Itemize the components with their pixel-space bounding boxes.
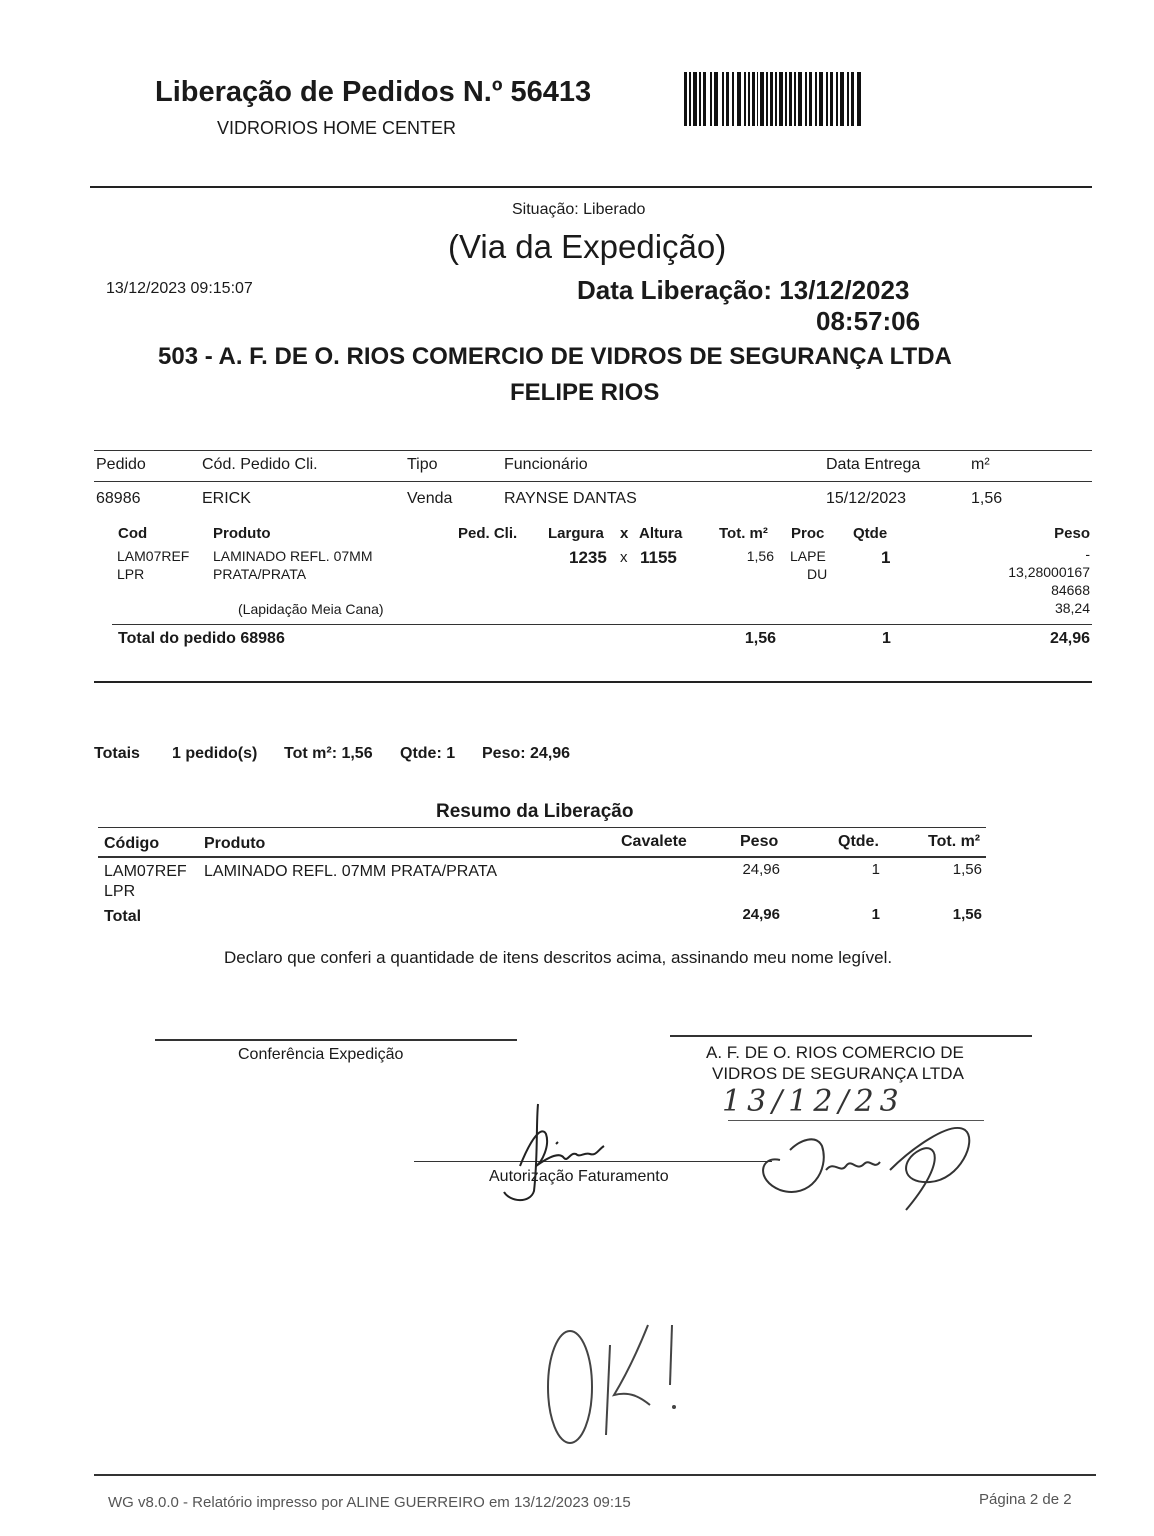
resumo-total-peso: 24,96 [742, 906, 780, 923]
resumo-title: Resumo da Liberação [436, 801, 634, 822]
resumo-header-line [98, 856, 986, 858]
situacao: Situação: Liberado [512, 201, 646, 218]
resumo-col-produto: Produto [204, 835, 266, 852]
item-cod-line2: LPR [117, 566, 145, 582]
handwritten-date: 13/12/23 [722, 1084, 905, 1119]
hora-liberacao: 08:57:06 [816, 306, 921, 336]
col-pedido: Pedido [96, 456, 146, 473]
col-altura: Altura [639, 525, 683, 542]
col-data-entrega: Data Entrega [826, 456, 921, 473]
footer-page-number: Página 2 de 2 [979, 1491, 1072, 1508]
item-qtde: 1 [881, 548, 891, 567]
col-tot-m2: Tot. m² [719, 525, 768, 542]
resumo-col-cavalete: Cavalete [621, 833, 687, 850]
item-peso-line1: - [1085, 546, 1090, 562]
col-largura: Largura [548, 525, 604, 542]
resumo-peso: 24,96 [742, 861, 780, 878]
item-peso-line4: 38,24 [1054, 600, 1090, 616]
tipo-value: Venda [407, 490, 453, 507]
item-proc-line2: DU [807, 566, 828, 582]
pedido-value: 68986 [96, 490, 141, 507]
totais-label: Totais [94, 745, 140, 762]
footer-divider [94, 1474, 1096, 1476]
header-divider [90, 186, 1092, 188]
col-x: x [620, 525, 629, 542]
item-altura: 1155 [640, 548, 677, 567]
col-tipo: Tipo [407, 456, 438, 473]
item-peso-line2: 13,28000167 [1008, 564, 1090, 580]
total-pedido-peso: 24,96 [1049, 630, 1090, 647]
m2-value: 1,56 [971, 490, 1003, 507]
data-entrega-value: 15/12/2023 [826, 490, 907, 507]
footer-printed-by: WG v8.0.0 - Relatório impresso por ALINE GUERREIRO em 13/12/2023 09:15 [108, 1494, 631, 1511]
totais-pedidos: 1 pedido(s) [172, 745, 258, 762]
declaration-text: Declaro que conferi a quantidade de itens descritos acima, assinando meu nome legível. [224, 948, 893, 967]
resumo-col-qtde: Qtde. [838, 833, 879, 850]
signature-aline [480, 1096, 640, 1206]
document-title: Liberação de Pedidos N.º 56413 [155, 76, 592, 108]
client-name: 503 - A. F. DE O. RIOS COMERCIO DE VIDROS DE SEGURANÇA LTDA [158, 343, 952, 370]
funcionario-value: RAYNSE DANTAS [504, 490, 637, 507]
item-cod-line1: LAM07REF [117, 548, 190, 564]
company-name: VIDRORIOS HOME CENTER [217, 118, 457, 138]
autorizacao-label: Autorização Faturamento [489, 1168, 669, 1185]
company-sign-line2: VIDROS DE SEGURANÇA LTDA [712, 1064, 964, 1083]
resumo-total-label: Total [104, 908, 142, 925]
resumo-col-peso: Peso [740, 833, 779, 850]
item-produto-line2: PRATA/PRATA [213, 566, 307, 582]
total-pedido-qtde: 1 [882, 630, 891, 647]
company-sign-line [670, 1035, 1032, 1037]
col-cod-pedido-cli: Cód. Pedido Cli. [202, 456, 318, 473]
resumo-codigo-line1: LAM07REF [104, 863, 187, 880]
company-sign-line1: A. F. DE O. RIOS COMERCIO DE [706, 1043, 964, 1062]
barcode [684, 72, 862, 126]
resumo-codigo-line2: LPR [104, 883, 136, 900]
resumo-total-qtde: 1 [871, 906, 880, 923]
item-total-line [112, 624, 1092, 625]
resumo-col-codigo: Código [104, 835, 160, 852]
item-largura: 1235 [569, 548, 607, 567]
order-table-header-line [94, 481, 1092, 482]
col-m2: m² [971, 456, 990, 473]
item-observacao: (Lapidação Meia Cana) [238, 601, 384, 617]
col-qtde: Qtde [853, 525, 888, 542]
signature-daniel [760, 1110, 990, 1220]
item-x: x [620, 549, 628, 566]
handwritten-ok-note [540, 1315, 700, 1450]
col-cod: Cod [118, 525, 148, 542]
totais-qtde: Qtde: 1 [400, 745, 456, 762]
order-table-top [94, 450, 1092, 451]
printed-timestamp: 13/12/2023 09:15:07 [106, 280, 253, 297]
resumo-col-tot-m2: Tot. m² [928, 833, 981, 850]
col-produto: Produto [213, 525, 271, 542]
item-peso-line3: 84668 [1051, 582, 1090, 598]
client-contact: FELIPE RIOS [510, 379, 660, 406]
item-produto-line1: LAMINADO REFL. 07MM [213, 548, 373, 564]
col-peso: Peso [1054, 525, 1090, 542]
col-ped-cli: Ped. Cli. [458, 525, 518, 542]
col-proc: Proc [791, 525, 825, 542]
totais-peso: Peso: 24,96 [482, 745, 571, 762]
resumo-produto: LAMINADO REFL. 07MM PRATA/PRATA [204, 863, 498, 880]
conferencia-sign-line [155, 1039, 517, 1041]
order-section-divider [94, 681, 1092, 683]
resumo-qtde: 1 [871, 861, 880, 878]
item-proc-line1: LAPE [790, 548, 826, 564]
via-label: (Via da Expedição) [448, 228, 727, 265]
col-funcionario: Funcionário [504, 456, 588, 473]
total-pedido-m2: 1,56 [744, 630, 776, 647]
data-liberacao: Data Liberação: 13/12/2023 [577, 275, 910, 305]
resumo-tot-m2: 1,56 [952, 861, 982, 878]
cod-pedido-cli-value: ERICK [202, 490, 251, 507]
total-pedido-label: Total do pedido 68986 [118, 630, 285, 647]
totais-m2: Tot m²: 1,56 [284, 745, 373, 762]
resumo-top-line [98, 827, 986, 828]
item-tot-m2: 1,56 [746, 548, 774, 564]
resumo-total-tot-m2: 1,56 [952, 906, 982, 923]
conferencia-label: Conferência Expedição [238, 1046, 404, 1063]
